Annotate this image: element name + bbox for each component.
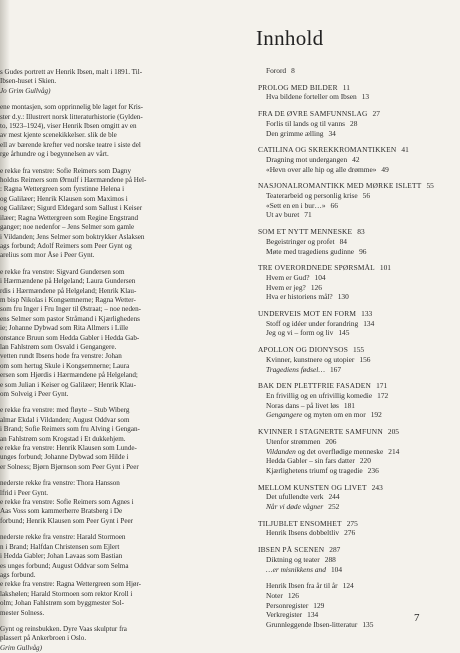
caption-line: Ibsen-huset i Skien. bbox=[0, 77, 57, 86]
caption-line: an Fahlstrøm som Krogstad i Et dukkehjem. bbox=[0, 434, 126, 443]
toc-entry-title: Hva bildene forteller om Ibsen bbox=[266, 92, 357, 102]
caption-line: forbund; Henrik Klausen som Peer Gynt i Peer bbox=[0, 516, 133, 525]
toc-page-number: 34 bbox=[328, 128, 336, 138]
toc-page-number: 167 bbox=[329, 364, 342, 374]
caption-line: Aas Voss som kammerherre Bratsberg i De bbox=[0, 507, 123, 516]
toc-page-number: 56 bbox=[362, 191, 371, 201]
toc-page-number: 236 bbox=[367, 465, 379, 475]
caption-line: arelius som mor Åse i Peer Gynt. bbox=[0, 251, 95, 260]
table-of-contents bbox=[258, 66, 454, 630]
caption-line: ags forbund. bbox=[0, 570, 36, 579]
toc-section bbox=[258, 66, 454, 76]
toc-entry bbox=[258, 565, 454, 575]
caption-line: lakshølen; Harald Stormoen som rektor Kroll i bbox=[0, 589, 133, 598]
toc-section bbox=[258, 181, 454, 220]
caption-line: og Galilæer; Henrik Klausen som Maximos i bbox=[0, 194, 128, 203]
photo-credit: Jo Grim Gullvåg) bbox=[0, 86, 51, 95]
toc-entry bbox=[258, 328, 454, 338]
toc-entry bbox=[258, 319, 454, 329]
toc-entry-title: Henrik Ibsens dobbeltliv bbox=[266, 528, 340, 538]
caption-line: olm; Johan Fahlstrøm som byggmester Sol- bbox=[0, 599, 124, 608]
toc-page-number: 49 bbox=[381, 164, 389, 174]
caption-line: almar Ekdal i Vildanden; August Oddvar som bbox=[0, 415, 130, 424]
caption-paragraph bbox=[0, 533, 214, 618]
toc-entry-title: Forlis til lands og til vanns bbox=[266, 118, 346, 128]
caption-line: nederste rekke fra venstre: Harald Stormoen bbox=[0, 533, 126, 542]
toc-page-number: 129 bbox=[313, 600, 325, 610]
toc-entry-title: Tragediens fødsel… bbox=[266, 364, 325, 374]
caption-line: e rekke fra venstre: Ragna Wettergreen som Hjør- bbox=[0, 580, 142, 589]
toc-page-number: 84 bbox=[339, 236, 347, 246]
caption-line: ganger; noe nedenfor – Jens Selmer som gamle bbox=[0, 223, 135, 232]
toc-entry bbox=[258, 401, 454, 411]
toc-page-number: 28 bbox=[350, 118, 358, 128]
toc-chapter-heading bbox=[258, 83, 454, 93]
caption-line: ene montasjen, som opprinnelig ble laget for Kris- bbox=[0, 103, 144, 112]
caption-line: i Hærmændene på Helgeland; Laura Gundersen bbox=[0, 277, 136, 286]
caption-line: e rekke fra venstre: Sofie Reimers som Agnes i bbox=[0, 498, 134, 507]
toc-page-number: 126 bbox=[310, 282, 322, 292]
toc-page-number: 145 bbox=[338, 328, 350, 338]
caption-paragraph bbox=[0, 625, 214, 653]
toc-page-number: 171 bbox=[376, 381, 388, 391]
toc-entry bbox=[258, 466, 454, 476]
toc-entry-title: Grunnleggende Ibsen-litteratur bbox=[266, 620, 358, 630]
caption-line: es unges forbund; August Oddvar som Selma bbox=[0, 561, 129, 570]
toc-page-number: 214 bbox=[388, 446, 400, 456]
toc-section bbox=[258, 545, 454, 574]
caption-line: e som Julian i Keiser og Galilæer; Henrik Klau- bbox=[0, 380, 136, 389]
toc-entry-title: «Hevn over alle hip og alle drømme» bbox=[266, 164, 377, 174]
caption-line: rdis i Hærmændene på Helgeland; Henrik Klau- bbox=[0, 286, 137, 295]
toc-page-number: 13 bbox=[361, 92, 370, 102]
toc-section bbox=[258, 227, 454, 256]
toc-entry-title: Begeistringer og profet bbox=[266, 236, 335, 246]
caption-line: s Gudes portrett av Henrik Ibsen, malt i 1891. Til- bbox=[0, 68, 143, 76]
toc-entry-title: TILJUBLET ENSOMHET bbox=[258, 518, 342, 528]
toc-entry bbox=[258, 66, 454, 76]
page-title: Innhold bbox=[256, 26, 324, 50]
toc-entry bbox=[258, 119, 454, 129]
toc-entry-title-rest: og myten om en mor bbox=[302, 410, 366, 420]
toc-entry-title: Noras dans – på livet løs bbox=[266, 400, 339, 410]
page-number: 7 bbox=[414, 612, 420, 624]
toc-entry bbox=[258, 601, 454, 611]
toc-chapter-heading bbox=[258, 227, 454, 237]
toc-page-number: 134 bbox=[307, 610, 319, 620]
toc-entry-title: Hvem er jeg? bbox=[266, 282, 306, 292]
toc-entry bbox=[258, 502, 454, 512]
toc-entry-title: KVINNER I STAGNERTE SAMFUNN bbox=[258, 427, 383, 437]
toc-page-number: 134 bbox=[363, 318, 375, 328]
toc-entry-italic-work: Gengangere bbox=[266, 410, 303, 420]
toc-entry-title: Verkregister bbox=[266, 610, 303, 620]
toc-page-number: 101 bbox=[379, 263, 391, 273]
toc-chapter-heading bbox=[258, 345, 454, 355]
toc-entry-title: Stoff og idéer under forandring bbox=[266, 318, 359, 328]
toc-entry bbox=[258, 555, 454, 565]
caption-line: ilæer; Ragna Wettergreen som Regine Engstrand bbox=[0, 213, 139, 222]
toc-entry-title: Personregister bbox=[266, 600, 309, 610]
toc-chapter-heading bbox=[258, 109, 454, 119]
toc-page-number: 83 bbox=[357, 227, 365, 237]
toc-chapter-heading bbox=[258, 381, 454, 391]
caption-line: to, 1923–1924), viser Henrik Ibsen omgitt av en bbox=[0, 122, 137, 131]
toc-page-number: 133 bbox=[361, 309, 373, 319]
toc-entry bbox=[258, 129, 454, 139]
toc-entry-title: Ut av buret bbox=[266, 210, 300, 220]
toc-entry-title: CATILINA OG SKREKKROMANTIKKEN bbox=[258, 145, 397, 155]
caption-paragraph bbox=[0, 479, 214, 526]
caption-line: ell av bærende krefter ved norske teatre i siste del bbox=[0, 140, 141, 149]
toc-page-number: 71 bbox=[304, 210, 312, 220]
toc-page-number: 130 bbox=[337, 292, 349, 302]
toc-section bbox=[258, 83, 454, 102]
toc-page-number: 252 bbox=[328, 502, 340, 512]
toc-page-number: 104 bbox=[314, 272, 326, 282]
caption-line: vetten rundt Ibsens hode fra venstre: Johan bbox=[0, 352, 122, 361]
toc-entry bbox=[258, 283, 454, 293]
toc-entry bbox=[258, 620, 454, 630]
toc-entry-title: Jeg og vi – form og liv bbox=[266, 328, 334, 338]
toc-entry-title: Forord bbox=[266, 66, 287, 75]
caption-line: av mest kjente scenekikkelser. slik de ble bbox=[0, 131, 117, 140]
toc-entry-title: BAK DEN PLETTFRIE FASADEN bbox=[258, 381, 372, 391]
toc-entry-title: Når vi døde vågner bbox=[266, 502, 324, 512]
toc-entry-title: Hvem er Gud? bbox=[266, 272, 310, 282]
caption-line: om Solveig i Peer Gynt. bbox=[0, 390, 69, 398]
toc-entry-title: Det ufullendte verk bbox=[266, 492, 324, 502]
toc-page-number: 55 bbox=[426, 181, 434, 191]
toc-entry-title: SOM ET NYTT MENNESKE bbox=[258, 227, 353, 237]
caption-line: e rekke fra venstre: med fløyte – Stub Wiberg bbox=[0, 406, 130, 415]
toc-entry-title: Hva er historiens mål? bbox=[266, 292, 333, 302]
toc-entry-title: Utenfor strømmen bbox=[266, 436, 321, 446]
toc-page-number: 288 bbox=[324, 554, 336, 564]
toc-entry bbox=[258, 492, 454, 502]
toc-entry-title: MELLOM KUNSTEN OG LIVET bbox=[258, 482, 367, 492]
toc-page-number: 11 bbox=[342, 82, 350, 92]
toc-page-number: 275 bbox=[346, 518, 358, 528]
toc-section bbox=[258, 519, 454, 538]
picture-captions-column bbox=[0, 68, 214, 652]
toc-entry-title: IBSEN PÅ SCENEN bbox=[258, 545, 325, 555]
toc-page-number: 220 bbox=[359, 456, 371, 466]
caption-paragraph bbox=[0, 167, 214, 261]
toc-section bbox=[258, 109, 454, 138]
caption-paragraph bbox=[0, 268, 214, 400]
toc-page-number: 96 bbox=[359, 246, 367, 256]
toc-entry-title: «Sett en en i bur…» bbox=[266, 200, 326, 210]
toc-chapter-heading bbox=[258, 519, 454, 529]
caption-line: som fru Inger i Fru Inger til Østraat; – noe neden- bbox=[0, 305, 142, 314]
caption-line: n i Brand; Halfdan Christensen som Ejlert bbox=[0, 542, 120, 551]
toc-chapter-heading bbox=[258, 263, 454, 273]
toc-entry bbox=[258, 210, 454, 220]
toc-section bbox=[258, 145, 454, 174]
toc-entry-title bbox=[266, 410, 366, 419]
caption-line: plassert på Ankerbroen i Oslo. bbox=[0, 634, 87, 643]
toc-entry-title-rest: og det overflødige menneske bbox=[295, 446, 384, 456]
toc-entry bbox=[258, 247, 454, 257]
toc-page-number: 244 bbox=[328, 492, 340, 502]
toc-chapter-heading bbox=[258, 427, 454, 437]
toc-page-number: 66 bbox=[330, 200, 338, 210]
caption-line: ags forbund; Adolf Reimers som Peer Gynt og bbox=[0, 241, 132, 250]
caption-line: rge århundre og i begynnelsen av vårt. bbox=[0, 150, 109, 159]
toc-entry-title: UNDERVEIS MOT EN FORM bbox=[258, 309, 357, 319]
toc-chapter-heading bbox=[258, 309, 454, 319]
toc-entry-title: Kjærlighetens triumf og tragedie bbox=[266, 465, 363, 475]
caption-line: ens Selmer som pastor Stråmand i Kjærlighedens bbox=[0, 314, 140, 323]
toc-page-number: 8 bbox=[291, 66, 295, 75]
toc-entry-title: FRA DE ØVRE SAMFUNNSLAG bbox=[258, 109, 368, 119]
toc-entry-title: …er misnikkens and bbox=[266, 564, 326, 574]
toc-page-number: 181 bbox=[343, 400, 355, 410]
caption-line: : Ragna Wettergreen som fyrstinne Helena i bbox=[0, 185, 125, 194]
caption-line: i Brand; Sofie Reimers som fru Alving i Gengan- bbox=[0, 425, 140, 434]
toc-page-number: 276 bbox=[344, 528, 356, 538]
toc-entry bbox=[258, 155, 454, 165]
caption-line: e rekke fra venstre: Sofie Reimers som Dagny bbox=[0, 166, 131, 175]
toc-entry bbox=[258, 273, 454, 283]
toc-entry-title: Dragning mot undergangen bbox=[266, 154, 348, 164]
toc-section bbox=[258, 345, 454, 374]
toc-page-number: 287 bbox=[329, 545, 341, 555]
toc-entry bbox=[258, 165, 454, 175]
toc-entry bbox=[258, 191, 454, 201]
caption-line: om som hertug Skule i Kongsemnerne; Laura bbox=[0, 361, 130, 370]
caption-line: e rekke fra venstre: Sigvard Gundersen som bbox=[0, 267, 125, 276]
toc-page-number: 27 bbox=[372, 109, 380, 119]
toc-entry-italic-work: Vildanden bbox=[266, 446, 296, 456]
caption-line: er Solness; Bjørn Bjørnson som Peer Gynt i Peer bbox=[0, 462, 139, 471]
caption-line: e rekke fra venstre: Henrik Klausen som Lunde- bbox=[0, 444, 137, 453]
caption-line: lan Fahlstrøm som Osvald i Gengangere. bbox=[0, 342, 117, 351]
toc-entry bbox=[258, 447, 454, 457]
toc-entry-title: Teaterarbeid og personlig krise bbox=[266, 191, 358, 201]
toc-entry-title: PROLOG MED BILDER bbox=[258, 82, 338, 92]
toc-entry bbox=[258, 92, 454, 102]
toc-entry bbox=[258, 237, 454, 247]
toc-page-number: 41 bbox=[401, 145, 409, 155]
toc-section bbox=[258, 263, 454, 302]
toc-entry bbox=[258, 437, 454, 447]
toc-entry bbox=[258, 610, 454, 620]
caption-line: nederste rekke fra venstre: Thora Hansson bbox=[0, 479, 120, 488]
toc-entry bbox=[258, 292, 454, 302]
toc-section bbox=[258, 427, 454, 476]
toc-entry-title: NASJONALROMANTIKK MED MØRKE ISLETT bbox=[258, 181, 422, 191]
toc-chapter-heading bbox=[258, 181, 454, 191]
toc-entry-title: APOLLON OG DIONYSOS bbox=[258, 345, 349, 355]
toc-section bbox=[258, 581, 454, 630]
caption-line: holdus Reimers som Ørnulf i Hærmændene på Hel- bbox=[0, 176, 147, 185]
caption-line: i Hedda Gabler; Johan Lavaas som Bastian bbox=[0, 552, 123, 561]
toc-page-number: 206 bbox=[325, 436, 337, 446]
caption-line: ster d.y.: Illustrert norsk litteraturhistorie (Gylden- bbox=[0, 112, 143, 121]
toc-entry-title: Henrik Ibsen fra år til år bbox=[266, 581, 338, 591]
caption-line: Gynt og reinsbukken. Dyre Vaas skulptur fra bbox=[0, 624, 127, 633]
toc-entry-title bbox=[266, 447, 383, 456]
toc-entry bbox=[258, 528, 454, 538]
toc-page-number: 192 bbox=[370, 410, 382, 420]
toc-page-number: 126 bbox=[287, 590, 299, 600]
toc-page-number: 172 bbox=[377, 390, 389, 400]
toc-page-number: 243 bbox=[371, 482, 383, 492]
toc-entry bbox=[258, 391, 454, 401]
toc-chapter-heading bbox=[258, 545, 454, 555]
toc-page-number: 205 bbox=[387, 427, 399, 437]
toc-entry-title: Diktning og teater bbox=[266, 554, 320, 564]
toc-entry bbox=[258, 456, 454, 466]
toc-entry-title: Kvinner, kunstnere og utopier bbox=[266, 354, 355, 364]
toc-page-number: 156 bbox=[359, 354, 371, 364]
caption-line: unges forbund; Johanne Dybwad som Hilde i bbox=[0, 453, 129, 462]
toc-entry-title: En frivillig og en ufrivillig komedie bbox=[266, 390, 373, 400]
toc-entry bbox=[258, 410, 454, 420]
toc-entry bbox=[258, 591, 454, 601]
toc-entry-title: Møte med tragediens gudinne bbox=[266, 246, 355, 256]
caption-paragraph bbox=[0, 103, 214, 159]
caption-line: onstance Bruun som Hedda Gabler i Hedda Gab- bbox=[0, 333, 140, 342]
toc-entry-title: Noter bbox=[266, 590, 283, 600]
caption-paragraph bbox=[0, 406, 214, 472]
caption-line: ersen som Hjørdis i Hærmændene på Helgeland; bbox=[0, 371, 138, 380]
toc-section bbox=[258, 381, 454, 420]
caption-line: og Galilæer; Sigurd Eldegard som Sallust i Keiser bbox=[0, 204, 143, 213]
toc-section bbox=[258, 483, 454, 512]
caption-line: mester Solness. bbox=[0, 608, 45, 617]
toc-section bbox=[258, 309, 454, 338]
toc-entry bbox=[258, 355, 454, 365]
toc-page-number: 135 bbox=[362, 620, 374, 630]
toc-entry bbox=[258, 201, 454, 211]
caption-line: m bisp Nikolas i Kongsemnerne; Ragna Wetter- bbox=[0, 295, 136, 304]
toc-chapter-heading bbox=[258, 483, 454, 493]
toc-page-number: 42 bbox=[352, 154, 360, 164]
caption-line: ie; Johanne Dybwad som Rita Allmers i Lille bbox=[0, 324, 129, 333]
caption-line: i Vildanden; Jens Selmer som boktrykker Aslaksen bbox=[0, 232, 145, 241]
toc-chapter-heading bbox=[258, 145, 454, 155]
photo-credit: Grim Gullvåg) bbox=[0, 643, 42, 652]
toc-entry-title: Den grimme ælling bbox=[266, 128, 324, 138]
toc-page-number: 155 bbox=[353, 345, 365, 355]
caption-paragraph bbox=[0, 68, 214, 96]
caption-line: lfrid i Peer Gynt. bbox=[0, 488, 49, 497]
toc-entry bbox=[258, 365, 454, 375]
toc-entry bbox=[258, 581, 454, 591]
toc-entry-title: TRE OVERORDNEDE SPØRSMÅL bbox=[258, 263, 375, 273]
toc-entry-title: Hedda Gabler – sin fars datter bbox=[266, 456, 355, 466]
toc-page-number: 124 bbox=[342, 581, 354, 591]
toc-page-number: 104 bbox=[330, 564, 343, 574]
